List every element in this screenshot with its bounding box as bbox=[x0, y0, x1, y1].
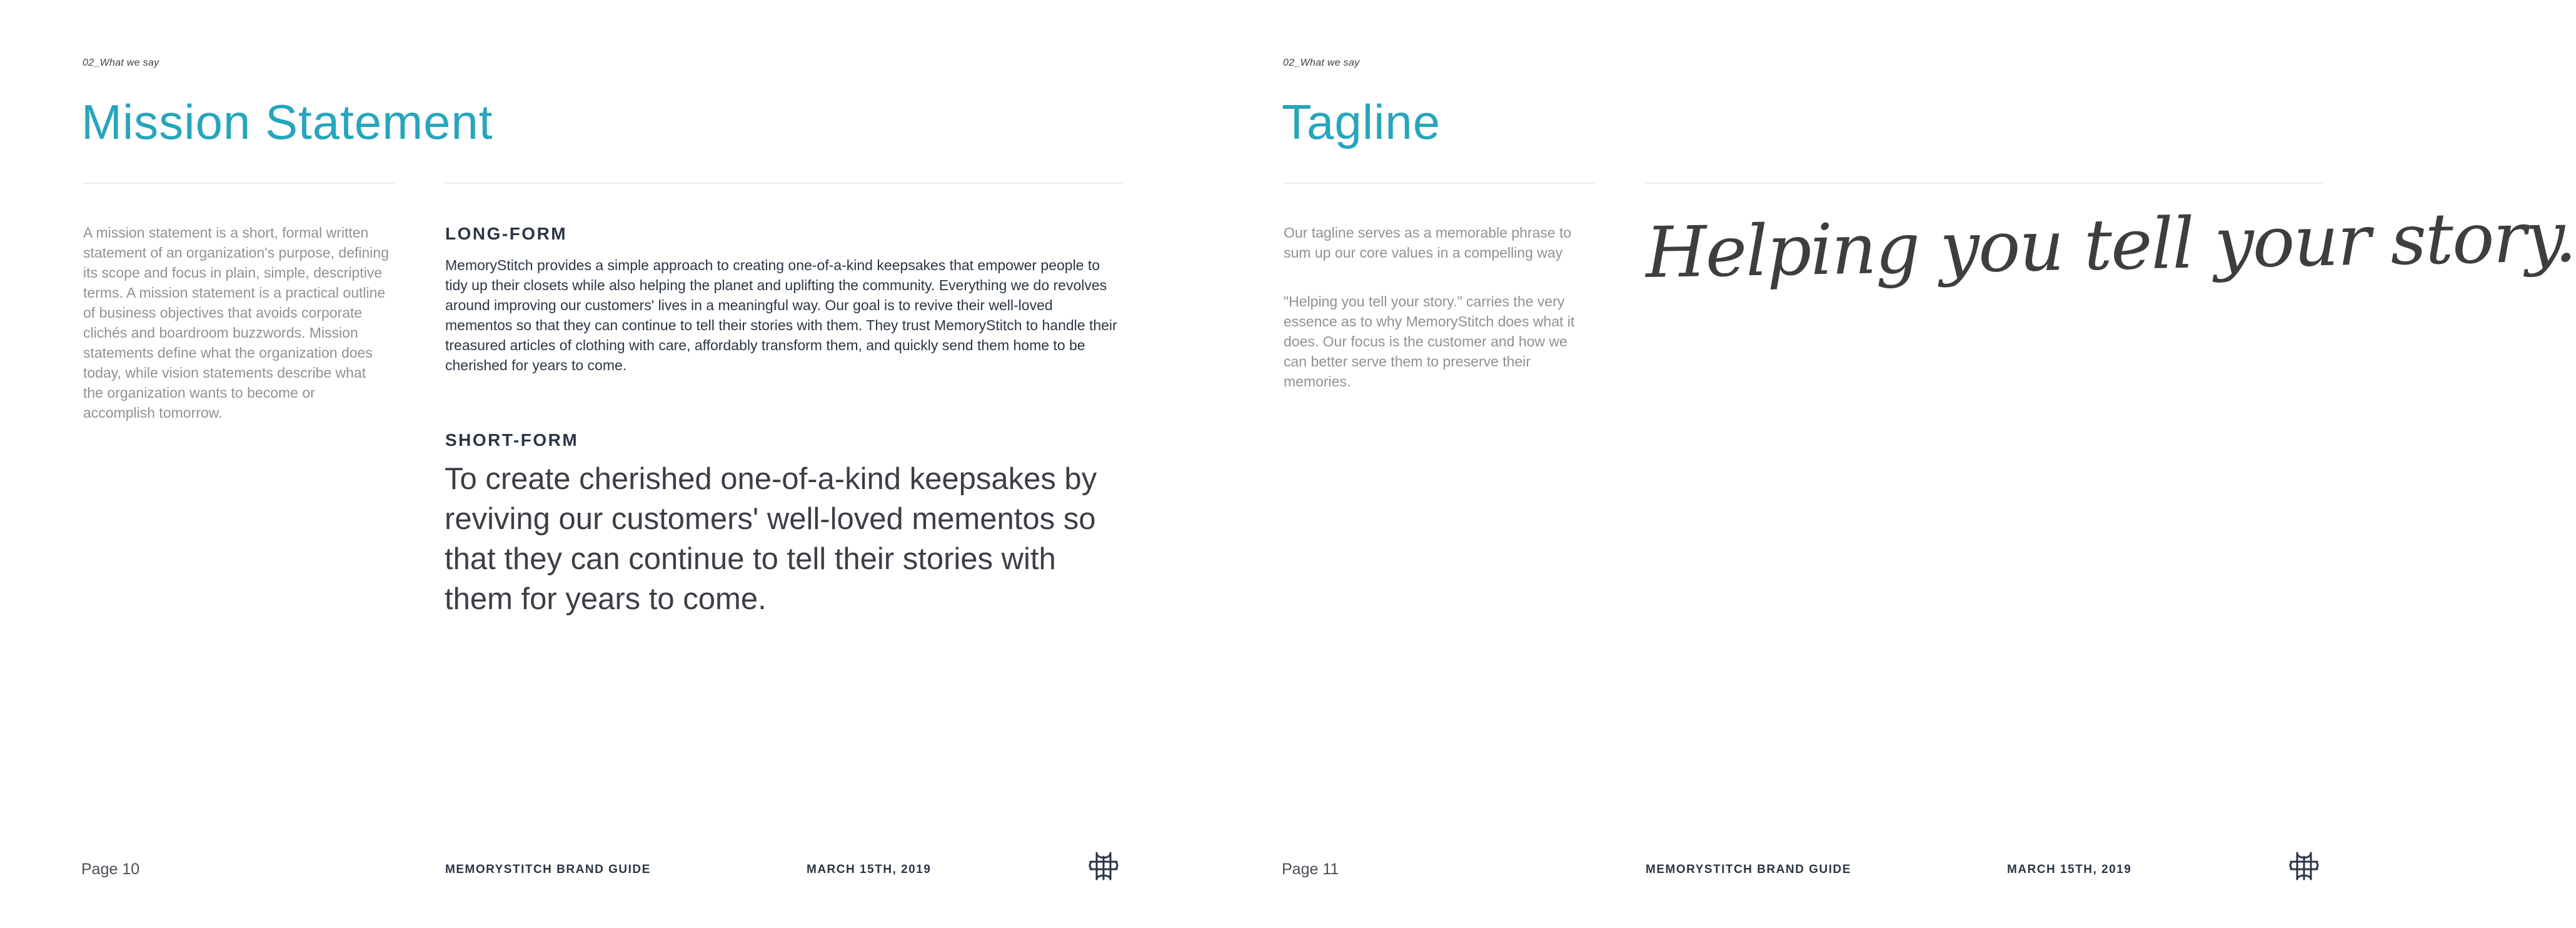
long-form-text: MemoryStitch provides a simple approach to creating one-of-a-kind keepsakes that empower people to tidy up their closets while also helping the planet and uplifting the community. Everything we do revolves around improving our customers' lives in a meaningful way. Our goal is to revive their well-loved mementos so that they can continue to tell their stories with them. They trust MemoryStitch to handle their treasured articles of clothing with care, affordably transform them, and quickly send them home to be cherished for years to come. bbox=[445, 257, 1117, 373]
memorystitch-monogram-icon bbox=[1088, 850, 1119, 882]
page-mission-statement bbox=[0, 0, 1200, 928]
divider-right bbox=[445, 183, 1122, 184]
section-label: 02_What we say bbox=[83, 58, 159, 68]
divider-right bbox=[1646, 183, 2322, 184]
page-number: Page 10 bbox=[81, 860, 140, 878]
footer-date: MARCH 15TH, 2019 bbox=[2007, 863, 2132, 876]
footer-brand: MEMORYSTITCH BRAND GUIDE bbox=[445, 863, 651, 876]
memorystitch-monogram-icon bbox=[2288, 850, 2320, 882]
page-number: Page 11 bbox=[1282, 860, 1339, 878]
divider-left bbox=[83, 183, 394, 184]
short-form-heading: SHORT-FORM bbox=[445, 430, 579, 450]
mission-intro-text: A mission statement is a short, formal written statement of an organization's purpose, defining its scope and focus in plain, simple, descriptive terms. A mission statement is a practical outline of business objectives that avoids corporate clichés and boardroom buzzwords. Mission statements define what the organization does today, while vision statements describe what the organization wants to become or accomplish tomorrow. bbox=[83, 224, 389, 421]
page-title: Tagline bbox=[1282, 94, 1441, 149]
short-form-text: To create cherished one-of-a-kind keepsakes by reviving our customers' well-loved mementos so that they can continue to tell their stories with them for years to come. bbox=[445, 462, 1097, 616]
divider-left bbox=[1283, 183, 1594, 184]
footer-brand: MEMORYSTITCH BRAND GUIDE bbox=[1646, 863, 1851, 876]
long-form-heading: LONG-FORM bbox=[445, 224, 568, 243]
tagline-script: Helping you tell your story. bbox=[1644, 196, 2576, 294]
page-tagline bbox=[1200, 0, 2576, 928]
page-title: Mission Statement bbox=[81, 94, 493, 149]
tagline-intro-text: Our tagline serves as a memorable phrase to sum up our core values in a compelling way bbox=[1284, 224, 1572, 261]
section-label: 02_What we say bbox=[1283, 58, 1360, 68]
footer-date: MARCH 15TH, 2019 bbox=[807, 863, 932, 876]
tagline-explanation-text: "Helping you tell your story." carries the very essence as to why MemoryStitch does what it does. Our focus is the customer and how we can better serve them to preserve their memories. bbox=[1284, 293, 1575, 390]
